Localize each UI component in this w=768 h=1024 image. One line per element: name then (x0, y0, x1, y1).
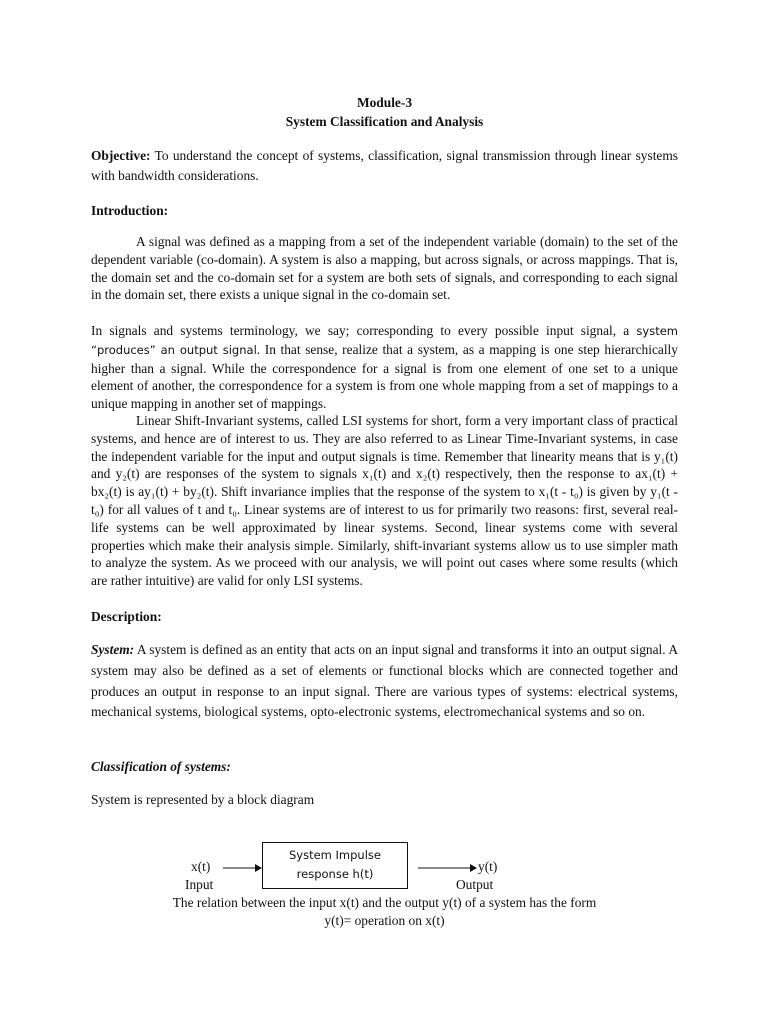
output-label: Output (456, 877, 494, 892)
box-line-2: response h(t) (296, 867, 374, 881)
objective-label: Objective: (91, 148, 151, 163)
objective-text: To understand the concept of systems, classification, signal transmission through linear systems with bandwidth considerations. (91, 148, 678, 183)
intro-p2-start: In signals and systems terminology, we say; corresponding to every possible input signal, a (91, 323, 637, 338)
intro-paragraph-2 (91, 322, 678, 413)
system-label: System: (91, 642, 135, 657)
input-signal: x(t) (191, 859, 211, 874)
intro-paragraph-3: Linear Shift-Invariant systems, called LSI systems for short, form a very important class of practical systems, and hence are of interest to us. They are also referred to as Linear Time-Invariant systems, in case the independent variable for the input and output signals is time. Remember that linearity means that is y₁(t) and y₂(t) are responses of the system to signals x₁(t) and x₂(t) respectively, then the response to ax₁(t) + bx₂(t) is ay₁(t) + by₂(t). Shift invariance implies that the response of the system to x₁(t - t₀) is given by y₁(t - t₀) for all values of t and t₀. Linear systems are of interest to us for primarily two reasons: first, several real-life systems can be well approximated by linear systems. Second, linear systems come with several properties which make their analysis simple. Similarly, shift-invariant systems allow us to use simpler math to analyze the system. As we proceed with our analysis, we will point out cases where some results (which are rather intuitive) are valid for only LSI systems. (91, 413, 678, 589)
input-label: Input (185, 877, 214, 892)
introduction-heading: Introduction: (91, 203, 169, 218)
classification-intro: System is represented by a block diagram (91, 792, 315, 807)
title-block (91, 93, 678, 131)
box-line-1: System Impulse (289, 848, 381, 862)
equation: y(t)= operation on x(t) (324, 913, 445, 928)
intro-p2-sans: system “produces” an output signal (91, 324, 678, 357)
system-text: A system is defined as an entity that acts on an input signal and transforms it into an output signal. A system may also be defined as a set of elements or functional blocks which are connected together and produces an output in response to an input signal. There are various types of systems: electrical systems, mechanical systems, biological systems, opto-electronic systems, electromechanical systems and so on. (91, 642, 678, 720)
intro-paragraph-1: A signal was defined as a mapping from a set of the independent variable (domain) to the set of the dependent variable (co-domain). A system is also a mapping, but across signals, or across mappings. That is, the domain set and the co-domain set for a system are both sets of signals, and corresponding to each signal in the domain set, there exists a unique signal in the co-domain set. (91, 234, 678, 303)
system-impulse-box (262, 842, 408, 889)
output-signal: y(t) (478, 859, 498, 874)
system-paragraph (91, 640, 678, 723)
relation-sentence: The relation between the input x(t) and the output y(t) of a system has the form (172, 895, 597, 910)
intro-p2-end: . In that sense, realize that a system, as a mapping is one step hierarchically higher than a signal. While the correspondence for a signal is from one element of one set to a unique element of another, the correspondence for a system is from one whole mapping from a set of mappings to a unique mapping in another set of mappings. (91, 341, 678, 412)
input-arrow-icon (223, 862, 263, 874)
classification-heading: Classification of systems: (91, 759, 231, 774)
module-number: Module-3 (356, 95, 413, 110)
output-arrow-icon (418, 862, 478, 874)
objective-paragraph (91, 146, 678, 186)
description-heading: Description: (91, 609, 162, 624)
page-title: System Classification and Analysis (285, 114, 484, 129)
